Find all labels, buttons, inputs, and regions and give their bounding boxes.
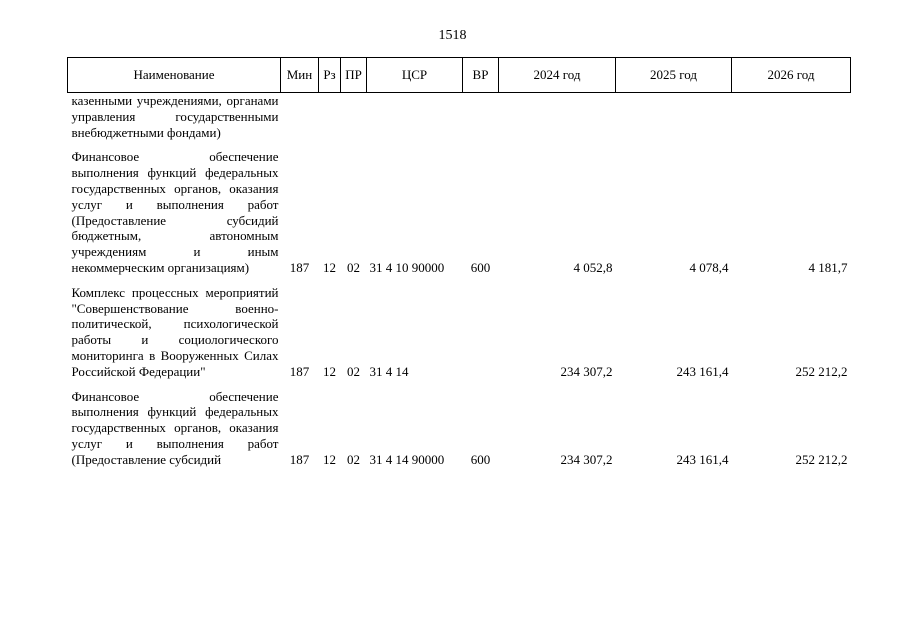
row-rz: 12 xyxy=(323,451,336,467)
table-body xyxy=(68,93,851,468)
row-csr xyxy=(367,93,463,141)
row-min: 187 xyxy=(289,259,310,275)
row-rz xyxy=(319,93,341,141)
row-name: Финансовое обеспечение выполнения функций федеральных государственных органов, оказания услуг и выполнения работ (Предоставление субсидий бюджетным, автономным учреждениям и иным некоммерческим организациям) xyxy=(71,149,279,275)
row-vr xyxy=(463,93,499,141)
table-row xyxy=(68,380,851,468)
row-2024: 234 307,2 xyxy=(560,451,613,467)
header-name: Наименование xyxy=(68,58,281,93)
row-vr xyxy=(463,276,499,380)
row-rz: 12 xyxy=(323,259,336,275)
page-number: 1518 xyxy=(438,28,467,43)
row-vr: 600 xyxy=(470,451,491,467)
row-pr: 02 xyxy=(347,363,360,379)
row-vr: 600 xyxy=(470,259,491,275)
row-2024 xyxy=(499,93,616,141)
row-2026: 252 212,2 xyxy=(795,451,848,467)
row-2025 xyxy=(616,93,732,141)
header-csr: ЦСР xyxy=(367,58,463,93)
row-min: 187 xyxy=(289,451,310,467)
row-name: Комплекс процессных мероприятий "Совершенствование военно-политической, психологической работы и социологического мониторинга в Вооруженных Силах Российской Федерации" xyxy=(71,284,279,379)
header-vr: ВР xyxy=(463,58,499,93)
row-name: Финансовое обеспечение выполнения функций федеральных государственных органов, оказания услуг и выполнения работ (Предоставление субсидий xyxy=(71,388,279,467)
header-min: Мин xyxy=(281,58,319,93)
table-row xyxy=(68,93,851,141)
table-header xyxy=(68,58,851,93)
row-csr: 31 4 14 xyxy=(369,363,409,379)
budget-table xyxy=(67,57,851,468)
row-2026: 252 212,2 xyxy=(795,363,848,379)
header-pr: ПР xyxy=(341,58,367,93)
row-csr: 31 4 14 90000 xyxy=(369,451,445,467)
row-2025: 243 161,4 xyxy=(676,451,729,467)
row-2025: 4 078,4 xyxy=(689,259,729,275)
row-pr: 02 xyxy=(347,451,360,467)
row-2025: 243 161,4 xyxy=(676,363,729,379)
table-row xyxy=(68,140,851,275)
header-2024: 2024 год xyxy=(499,58,616,93)
row-pr xyxy=(341,93,367,141)
table-row xyxy=(68,276,851,380)
row-2024: 4 052,8 xyxy=(573,259,613,275)
row-2026: 4 181,7 xyxy=(808,259,848,275)
row-pr: 02 xyxy=(347,259,360,275)
row-min: 187 xyxy=(289,363,310,379)
row-name: казенными учреждениями, органами управления государственными внебюджетными фондами) xyxy=(71,93,279,140)
row-2026 xyxy=(732,93,851,141)
row-2024: 234 307,2 xyxy=(560,363,613,379)
row-min xyxy=(281,93,319,141)
header-2026: 2026 год xyxy=(732,58,851,93)
header-rz: Рз xyxy=(319,58,341,93)
row-rz: 12 xyxy=(323,363,336,379)
row-csr: 31 4 10 90000 xyxy=(369,259,445,275)
header-2025: 2025 год xyxy=(616,58,732,93)
